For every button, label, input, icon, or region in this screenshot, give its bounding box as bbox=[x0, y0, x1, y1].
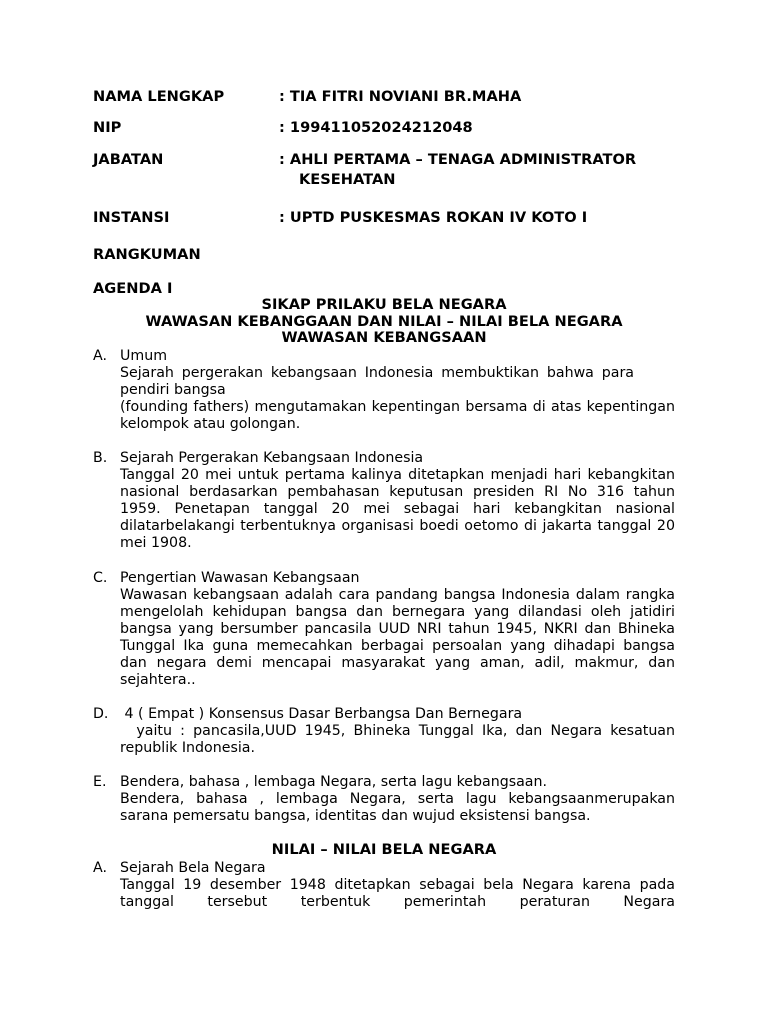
rangkuman-heading: RANGKUMAN bbox=[93, 246, 201, 263]
item-marker: E. bbox=[93, 774, 107, 790]
field-value: : UPTD PUSKESMAS ROKAN IV KOTO I bbox=[279, 209, 588, 226]
field-value: : AHLI PERTAMA – TENAGA ADMINISTRATOR bbox=[279, 151, 637, 168]
item-body-line: Bendera, bahasa , lembaga Negara, serta lagu kebangsaanmerupakan sarana pemersatu bangsa, identitas dan wujud eksistensi bangsa. bbox=[120, 791, 675, 824]
nilai-title: NILAI – NILAI BELA NEGARA bbox=[271, 841, 497, 858]
item-body-line: Wawasan kebangsaan adalah cara pandang bangsa Indonesia dalam rangka mengelolah kehidupan bangsa dan bernegara yang dilandasi oleh jatidiri bangsa yang bersumber pancasila UUD NRI tahun 1945, NKRI dan Bhineka Tunggal Ika guna memecahkan berbagai persoalan yang dihadapi bangsa dan negara demi mencapai masyarakat yang aman, adil, makmur, dan sejahtera.. bbox=[120, 587, 675, 688]
section-item bbox=[93, 450, 675, 552]
section-item bbox=[93, 774, 675, 825]
item-body-line: Tanggal 19 desember 1948 ditetapkan sebagai bela Negara karena pada tanggal tersebut terbentuk pemerintah peraturan Negara bbox=[120, 877, 675, 910]
field-value-continued: KESEHATAN bbox=[299, 171, 396, 188]
section-item bbox=[93, 706, 680, 757]
item-marker: A. bbox=[93, 860, 107, 876]
title-line: WAWASAN KEBANGGAAN DAN NILAI – NILAI BELA NEGARA bbox=[145, 312, 623, 330]
item-body-line: (founding fathers) mengutamakan kepentingan bersama di atas kepentingan kelompok atau golongan. bbox=[120, 399, 675, 432]
item-body-line: Tanggal 20 mei untuk pertama kalinya ditetapkan menjadi hari kebangkitan nasional berdasarkan pembahasan keputusan presiden RI No 316 tahun 1959. Penetapan tanggal 20 mei sebagai hari kebangkitan nasional dilatarbelakangi terbentuknya organisasi boedi oetomo di jakarta tanggal 20 mei 1908. bbox=[120, 467, 675, 551]
item-heading: 4 ( Empat ) Konsensus Dasar Berbangsa Dan Bernegara bbox=[120, 706, 523, 722]
field-label: JABATAN bbox=[93, 151, 164, 168]
item-heading: Umum bbox=[120, 348, 168, 364]
field-value: : 199411052024212048 bbox=[279, 119, 473, 136]
item-marker: D. bbox=[93, 706, 109, 722]
field-label: NAMA LENGKAP bbox=[93, 88, 225, 105]
section-item bbox=[93, 570, 675, 689]
item-marker: C. bbox=[93, 570, 108, 586]
field-label: INSTANSI bbox=[93, 209, 170, 226]
item-body-line: yaitu : pancasila,UUD 1945, Bhineka Tunggal Ika, dan Negara kesatuan republik Indonesia. bbox=[120, 723, 680, 756]
item-marker: A. bbox=[93, 348, 107, 364]
item-heading: Bendera, bahasa , lembaga Negara, serta lagu kebangsaan. bbox=[120, 774, 548, 790]
item-heading: Sejarah Bela Negara bbox=[120, 860, 266, 876]
item-heading: Sejarah Pergerakan Kebangsaan Indonesia bbox=[120, 450, 424, 466]
field-label: NIP bbox=[93, 119, 122, 136]
agenda-heading: AGENDA I bbox=[93, 280, 173, 297]
item-heading: Pengertian Wawasan Kebangsaan bbox=[120, 570, 360, 586]
section-item bbox=[93, 348, 675, 433]
section-titles bbox=[93, 297, 675, 347]
item-body-line: Sejarah pergerakan kebangsaan Indonesia membuktikan bahwa para pendiri bangsa bbox=[120, 365, 634, 398]
field-value: : TIA FITRI NOVIANI BR.MAHA bbox=[279, 88, 522, 105]
item-marker: B. bbox=[93, 450, 108, 466]
title-line: SIKAP PRILAKU BELA NEGARA bbox=[261, 296, 507, 313]
title-line: WAWASAN KEBANGSAAN bbox=[281, 329, 487, 347]
section-item bbox=[93, 860, 675, 911]
